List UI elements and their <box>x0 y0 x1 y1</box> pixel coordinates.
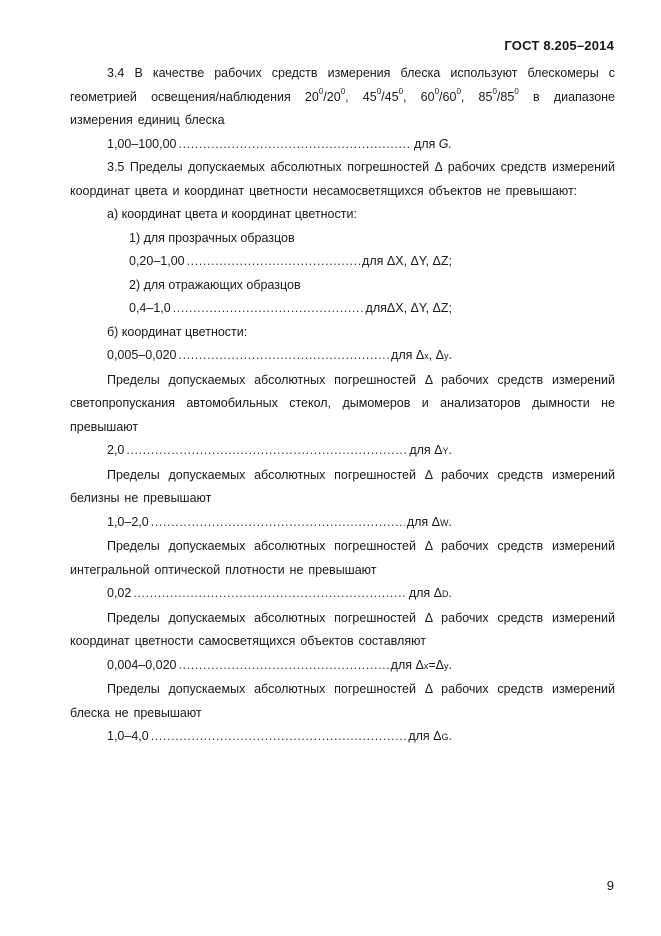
leader-dots <box>187 250 360 274</box>
item-a1-label: 1) для прозрачных образцов <box>129 230 295 245</box>
range-value: 1,00–100,00 <box>107 136 177 151</box>
leader-dots <box>133 582 406 606</box>
gloss-range-line <box>70 133 452 157</box>
range-target: дляΔX, ΔY, ΔZ; <box>365 301 452 315</box>
document-code: ГОСТ 8.205–2014 <box>504 38 614 53</box>
range-target: для ΔG. <box>408 729 452 743</box>
leader-dots <box>126 439 407 463</box>
range-value: 0,005–0,020 <box>107 348 177 362</box>
leader-dots <box>179 344 390 368</box>
paragraph-gloss: Пределы допускаемых абсолютных погрешностей Δ рабочих средств измерений блеска не превышают <box>70 682 615 720</box>
item-a-label: а) координат цвета и координат цветности: <box>107 207 357 221</box>
range-value: 2,0 <box>107 443 125 457</box>
range-target: для G. <box>413 136 452 151</box>
whiteness-range-line <box>70 511 452 536</box>
leader-dots <box>179 654 389 678</box>
paragraph-self-luminous: Пределы допускаемых абсолютных погрешностей Δ рабочих средств измерений координат цветности самосветящихся объектов составляют <box>70 610 615 648</box>
range-value: 0,4–1,0 <box>129 301 171 315</box>
paragraph-auto-glass: Пределы допускаемых абсолютных погрешностей Δ рабочих средств измерений светопропускания автомобильных стекол, дымомеров и анализаторов дымности не превышают <box>70 372 615 434</box>
item-a2-range-line <box>70 297 452 321</box>
self-luminous-range-line <box>70 654 452 679</box>
density-range-line <box>70 582 452 607</box>
range-target: для ΔW. <box>406 514 452 529</box>
range-value: 0,004–0,020 <box>107 657 177 672</box>
auto-glass-range-line <box>70 439 452 464</box>
range-target: для Δx=Δy. <box>390 657 452 672</box>
item-a2-label: 2) для отражающих образцов <box>129 277 301 292</box>
leader-dots <box>179 133 412 157</box>
page-number: 9 <box>606 878 614 893</box>
range-target: для ΔX, ΔY, ΔZ; <box>362 254 452 268</box>
leader-dots <box>151 511 405 535</box>
leader-dots <box>151 725 407 749</box>
item-b-label: б) координат цветности: <box>107 324 248 339</box>
gloss-limit-range-line <box>70 725 452 750</box>
item-a1-range-line <box>70 250 452 274</box>
range-value: 0,02 <box>107 586 132 600</box>
paragraph-3-5: 3.5 Пределы допускаемых абсолютных погрешностей Δ рабочих средств измерений координат цвета и координат цветности несамосветящихся объектов не превышают: <box>70 160 615 198</box>
item-b-range-line <box>70 344 452 369</box>
paragraph-3-4: 3.4 В качестве рабочих средств измерения блеска используют блескомеры с геометрией освещения/наблюдения $20^0/20^0$, $45^0/45^0$, $60^0/60^0$, $85^0/85^0$ в диапазоне измерения единиц блеска <box>70 66 616 127</box>
paragraph-whiteness: Пределы допускаемых абсолютных погрешностей Δ рабочих средств измерений белизны не превышают <box>70 467 615 505</box>
leader-dots <box>173 297 364 321</box>
range-target: для Δx, Δy. <box>391 348 452 362</box>
range-target: для ΔD. <box>408 586 452 600</box>
range-value: 1,0–4,0 <box>107 729 149 743</box>
range-value: 1,0–2,0 <box>107 514 149 529</box>
document-body <box>70 62 615 750</box>
range-target: для ΔY. <box>409 443 452 457</box>
range-value: 0,20–1,00 <box>129 254 185 268</box>
paragraph-optical-density: Пределы допускаемых абсолютных погрешностей Δ рабочих средств измерений интегральной оптической плотности не превышают <box>70 539 615 577</box>
